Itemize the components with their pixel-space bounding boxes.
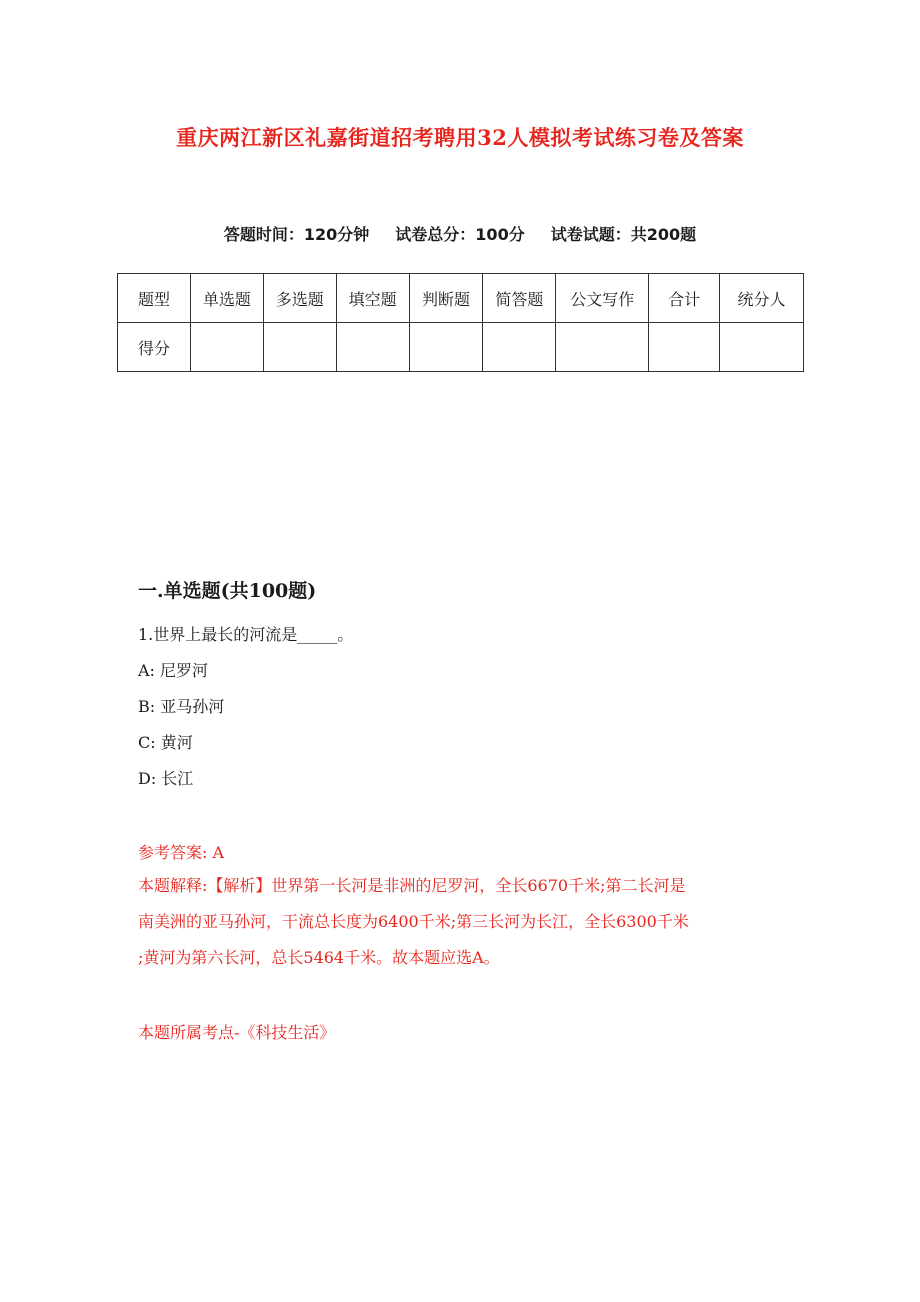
score-cell[interactable] <box>483 323 556 372</box>
score-cell[interactable] <box>649 323 720 372</box>
exam-question-count: 试卷试题：共200题 <box>550 225 697 244</box>
option-d: D: 长江 <box>138 769 194 788</box>
document-title: 重庆两江新区礼嘉街道招考聘用32人模拟考试练习卷及答案 <box>176 125 744 150</box>
score-cell[interactable] <box>263 323 336 372</box>
explanation <box>138 868 788 976</box>
exam-time: 答题时间：120分钟 <box>223 225 370 244</box>
option-c: C: 黄河 <box>138 733 193 752</box>
score-row-label: 得分 <box>118 323 191 372</box>
score-cell[interactable] <box>336 323 409 372</box>
score-cell[interactable] <box>190 323 263 372</box>
explanation-line: 南美洲的亚马孙河，干流总长度为6400千米;第三长河为长江，全长6300千米 <box>138 912 689 931</box>
exam-meta <box>0 222 920 245</box>
score-cell[interactable] <box>556 323 649 372</box>
score-cell[interactable] <box>720 323 804 372</box>
score-table-header-cell: 合计 <box>649 274 720 323</box>
score-cell[interactable] <box>409 323 483 372</box>
topic-tag: 本题所属考点-《科技生活》 <box>138 1023 336 1042</box>
explanation-line: ;黄河为第六长河，总长5464千米。故本题应选A。 <box>138 948 500 967</box>
score-table-header-cell: 简答题 <box>483 274 556 323</box>
score-table-header-cell: 统分人 <box>720 274 804 323</box>
explanation-line: 本题解释:【解析】世界第一长河是非洲的尼罗河，全长6670千米;第二长河是 <box>138 876 686 895</box>
option-a: A: 尼罗河 <box>138 661 209 680</box>
option-b: B: 亚马孙河 <box>138 697 225 716</box>
question-stem: 1.世界上最长的河流是_____。 <box>138 625 354 644</box>
score-table <box>117 273 804 372</box>
section-title: 一.单选题(共100题) <box>138 580 317 602</box>
score-table-header-cell: 多选题 <box>263 274 336 323</box>
score-table-header-cell: 单选题 <box>190 274 263 323</box>
score-table-header-cell: 判断题 <box>409 274 483 323</box>
reference-answer: 参考答案: A <box>138 843 225 862</box>
score-table-header-cell: 公文写作 <box>556 274 649 323</box>
score-table-header-cell: 填空题 <box>336 274 409 323</box>
score-table-header-row <box>118 274 804 323</box>
exam-total-score: 试卷总分：100分 <box>395 225 525 244</box>
score-table-header-cell: 题型 <box>118 274 191 323</box>
score-table-score-row <box>118 323 804 372</box>
